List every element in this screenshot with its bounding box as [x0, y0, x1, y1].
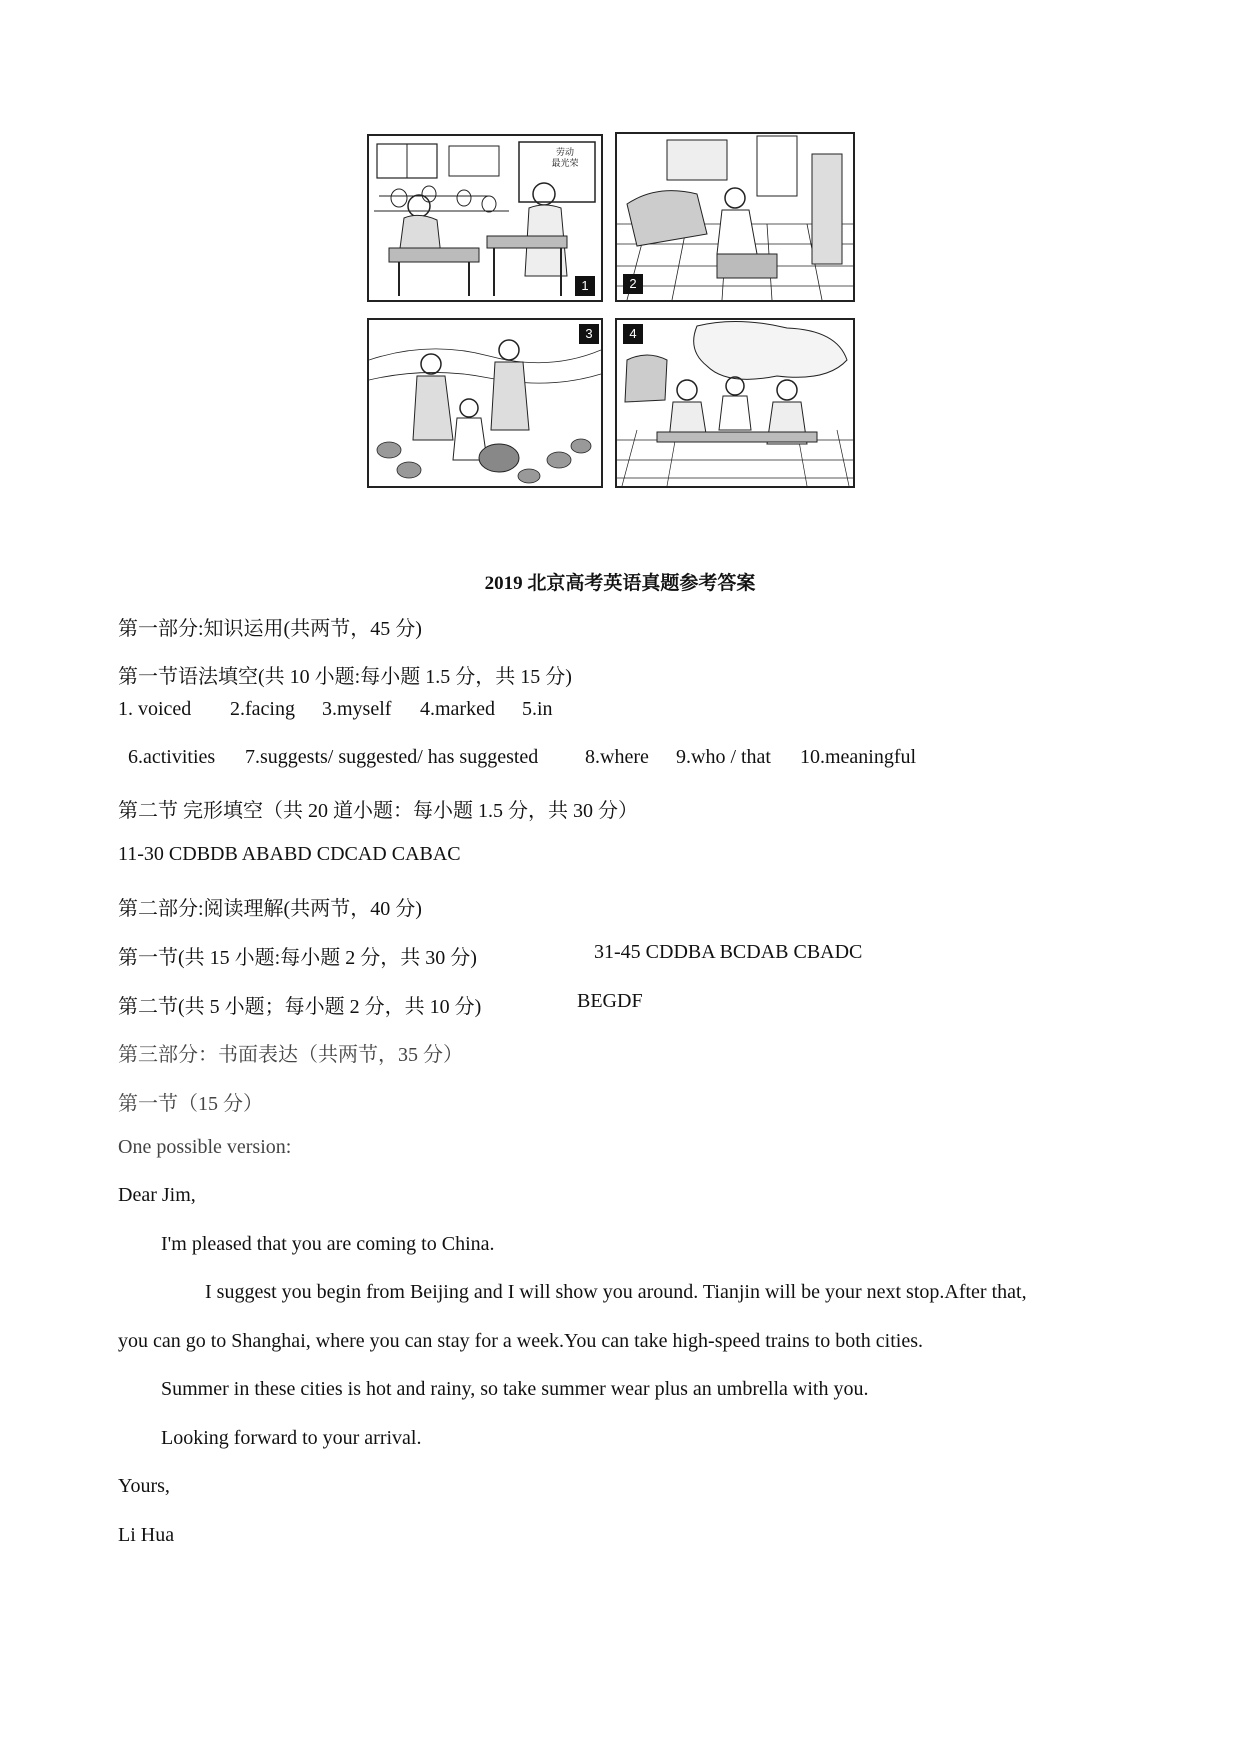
letter-paragraph-2-line-1: I suggest you begin from Beijing and I will show you around. Tianjin will be your next stop.After that,	[205, 1281, 1027, 1303]
part3-heading: 第三部分：书面表达（共两节，35 分）	[118, 1044, 463, 1066]
answer-item: 4.marked	[420, 698, 495, 720]
answer-item: 9.who / that	[676, 746, 771, 768]
answer-item: 2.facing	[230, 698, 295, 720]
letter-paragraph-3: Summer in these cities is hot and rainy, so take summer wear plus an umbrella with you.	[161, 1378, 869, 1400]
answer-item: 8.where	[585, 746, 649, 768]
page-title: 2019 北京高考英语真题参考答案	[484, 573, 756, 594]
answer-item: 5.in	[522, 698, 553, 720]
comic-panel-4	[615, 318, 855, 488]
letter-paragraph-1: I'm pleased that you are coming to China.	[161, 1233, 495, 1255]
home-packing-illustration	[617, 134, 853, 300]
part2-sec1-heading: 第一节(共 15 小题:每小题 2 分，共 30 分)	[118, 947, 477, 969]
part1-sec2-heading: 第二节 完形填空（共 20 道小题：每小题 1.5 分，共 30 分）	[118, 800, 638, 822]
part1-heading: 第一部分:知识运用(共两节，45 分)	[118, 618, 422, 640]
answer-item: 10.meaningful	[800, 746, 917, 768]
answer-item: 7.suggests/ suggested/ has suggested	[245, 746, 539, 768]
part1-sec1-heading: 第一节语法填空(共 10 小题:每小题 1.5 分，共 15 分)	[118, 666, 572, 688]
part2-sec2-heading: 第二节(共 5 小题；每小题 2 分，共 10 分)	[118, 996, 482, 1018]
comic-panel-3	[367, 318, 603, 488]
panel-number: 2	[623, 274, 643, 294]
panel-number: 1	[575, 276, 595, 296]
part3-sec1-heading: 第一节（15 分）	[118, 1093, 263, 1115]
letter-paragraph-4: Looking forward to your arrival.	[161, 1427, 422, 1449]
part1-sec2-answers: 11-30 CDBDB ABABD CDCAD CABAC	[118, 843, 461, 865]
letter-paragraph-2-line-2: you can go to Shanghai, where you can stay for a week.You can take high-speed trains to both cities.	[118, 1330, 923, 1352]
answer-item: 6.activities	[128, 746, 216, 768]
panel-sign-text: 劳动 最光荣	[551, 148, 579, 169]
version-label: One possible version:	[118, 1136, 292, 1158]
letter-greeting: Dear Jim,	[118, 1184, 196, 1206]
comic-panel-1	[367, 134, 603, 302]
part2-sec1-answers: 31-45 CDDBA BCDAB CBADC	[594, 941, 863, 963]
letter-closing: Yours,	[118, 1475, 170, 1497]
letter-signature: Li Hua	[118, 1524, 175, 1546]
panel-number: 3	[579, 324, 599, 344]
part2-heading: 第二部分:阅读理解(共两节，40 分)	[118, 898, 422, 920]
answer-item: 3.myself	[322, 698, 392, 720]
comic-panel-2	[615, 132, 855, 302]
answer-item: 1. voiced	[118, 698, 192, 720]
family-dinner-illustration	[617, 320, 853, 486]
panel-number: 4	[623, 324, 643, 344]
part2-sec2-answers: BEGDF	[577, 990, 643, 1012]
harvest-field-illustration	[369, 320, 601, 486]
